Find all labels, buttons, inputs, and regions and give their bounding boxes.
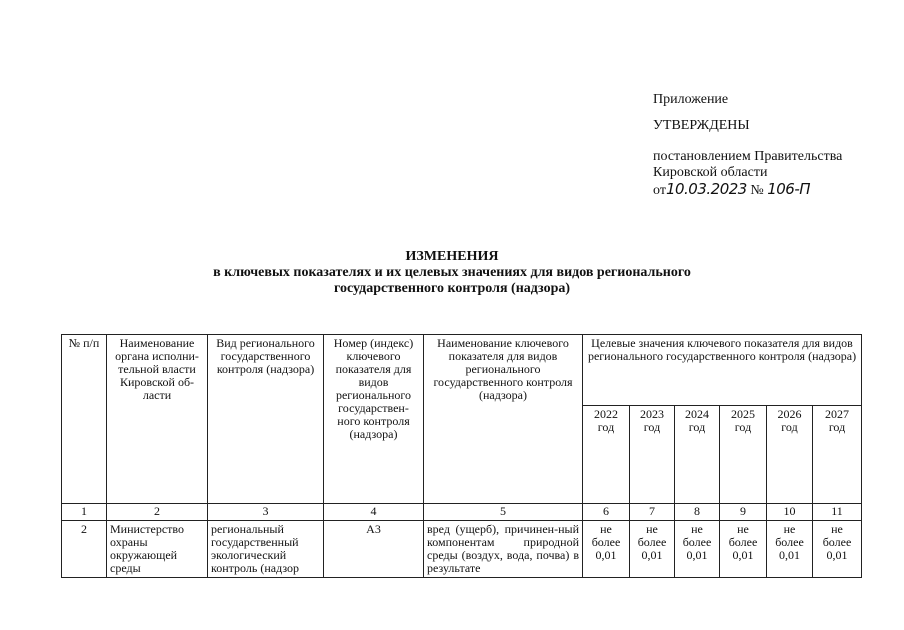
row-value — [720, 521, 767, 578]
header-index: Номер (индекс) ключевого показателя для видов регионального государствен-ного контроля (надзора) — [324, 335, 424, 504]
row-indicator-text: вред (ущерб), причинен-ный компонентам природной среды (воздух, вода, почва) в результате — [427, 523, 579, 575]
column-number: 8 — [675, 504, 720, 521]
header-year: 2026 год — [767, 406, 813, 504]
row-value-text: не более 0,01 — [637, 523, 667, 562]
row-value-text: не более 0,01 — [591, 523, 621, 562]
decree-line-2: Кировской области — [653, 165, 768, 180]
handwritten-number: 106-П — [767, 180, 811, 198]
row-value-text: не более 0,01 — [682, 523, 712, 562]
indicators-table — [61, 334, 862, 578]
title-line-2: в ключевых показателях и их целевых значениях для видов регионального — [213, 265, 691, 280]
row-value-text: не более 0,01 — [775, 523, 804, 562]
row-indicator — [424, 521, 583, 578]
row-index — [324, 521, 424, 578]
column-number: 3 — [208, 504, 324, 521]
column-number: 2 — [107, 504, 208, 521]
column-number: 1 — [62, 504, 107, 521]
header-year: 2025 год — [720, 406, 767, 504]
row-value — [630, 521, 675, 578]
handwritten-date: 10.03.2023 — [665, 180, 747, 198]
title-line-3: государственного контроля (надзора) — [333, 281, 571, 296]
row-value-text: не более 0,01 — [822, 523, 852, 562]
row-value — [813, 521, 862, 578]
decree-line-1: постановлением Правительства — [653, 149, 843, 164]
column-number-row — [62, 504, 862, 521]
approved-label: УТВЕРЖДЕНЫ — [653, 118, 750, 133]
row-num — [62, 521, 107, 578]
from-label: от — [653, 183, 666, 198]
document-title — [150, 249, 754, 297]
appendix-label: Приложение — [653, 92, 729, 107]
header-year: 2022 год — [583, 406, 630, 504]
header-body: Наименование органа исполни-тельной власти Кировской об-ласти — [107, 335, 208, 504]
header-row-1 — [62, 335, 862, 406]
decree-date-line — [653, 181, 883, 199]
column-number: 4 — [324, 504, 424, 521]
row-value — [767, 521, 813, 578]
header-indicator: Наименование ключевого показателя для видов регионального государственного контроля (надзора) — [424, 335, 583, 504]
row-type — [208, 521, 324, 578]
header-targets: Целевые значения ключевого показателя для видов регионального государственного контроля (надзора) — [583, 335, 862, 406]
row-body-text: Министерство охраны окружающей среды — [110, 523, 184, 575]
column-number: 10 — [767, 504, 813, 521]
header-year: 2024 год — [675, 406, 720, 504]
header-year: 2023 год — [630, 406, 675, 504]
column-number: 7 — [630, 504, 675, 521]
row-value-text: не более 0,01 — [728, 523, 758, 562]
row-index-text: А3 — [366, 523, 381, 536]
column-number: 9 — [720, 504, 767, 521]
column-number: 11 — [813, 504, 862, 521]
column-number: 5 — [424, 504, 583, 521]
header-type: Вид регионального государственного контроля (надзора) — [208, 335, 324, 504]
header-num: № п/п — [62, 335, 107, 504]
title-heading: ИЗМЕНЕНИЯ — [405, 249, 499, 264]
header-year: 2027 год — [813, 406, 862, 504]
row-num-text: 2 — [81, 523, 87, 536]
approval-block — [653, 92, 883, 199]
row-type-text: региональный государственный экологический контроль (надзор — [211, 523, 300, 575]
row-value — [675, 521, 720, 578]
row-value — [583, 521, 630, 578]
number-sign: № — [750, 183, 764, 198]
column-number: 6 — [583, 504, 630, 521]
table-row — [62, 521, 862, 578]
row-body — [107, 521, 208, 578]
